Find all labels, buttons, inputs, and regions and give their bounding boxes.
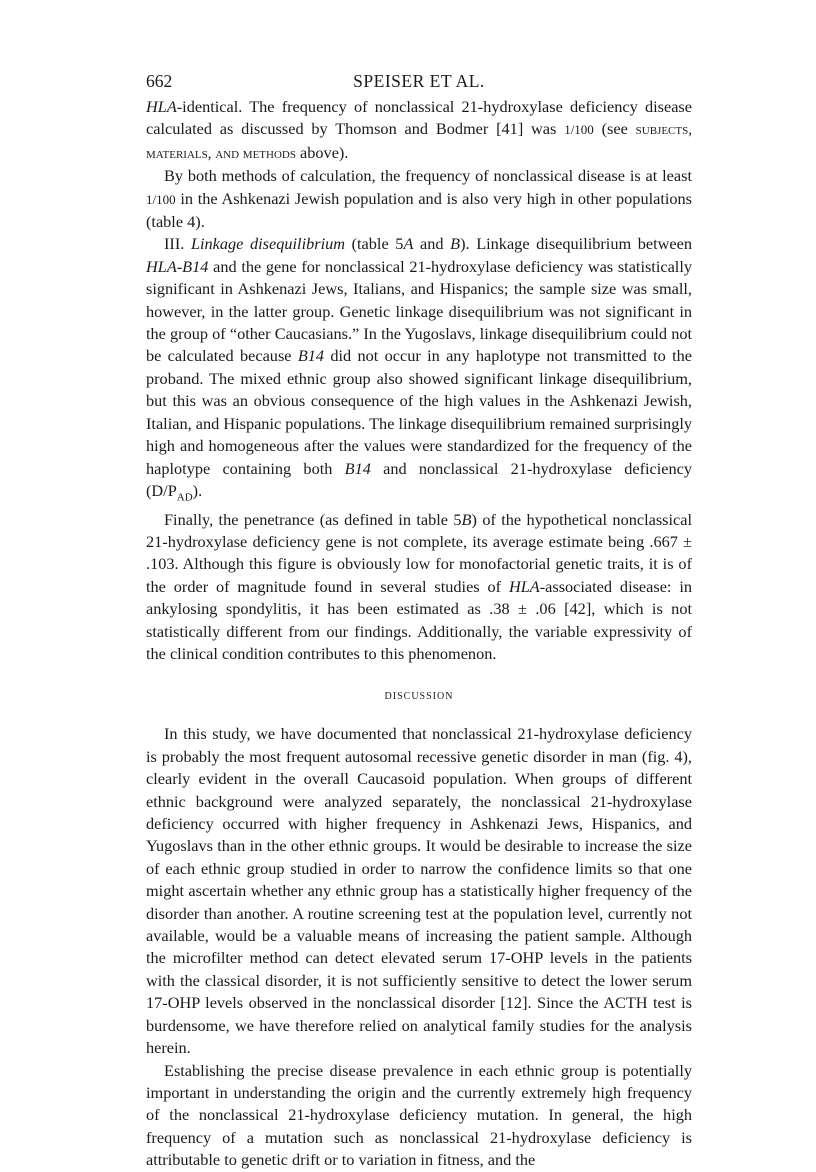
gene-term: HLA-B14 — [146, 256, 209, 276]
text-run: Finally, the penetrance (as defined in table 5 — [164, 509, 462, 529]
paragraph-discussion-2: Establishing the precise disease prevalence in each ethnic group is potentially important in understanding the origin and the currently extremely high frequency of the nonclassical 21-hydroxylase deficiency mutation. In general, the high frequency of a mutation such as nonclassical 21-hydroxylase deficiency is attributable to genetic drift or to variation in fitness, and the — [146, 1060, 692, 1170]
text-run: ). Linkage disequilibrium between — [460, 234, 692, 254]
section-heading-discussion: discussion — [384, 688, 454, 704]
text-run: -associated disease: in ankylosing spondylitis, it has been estimated as .38 ± .06 [42], which is not statistically different from our findings. Additionally, the variable expressivity of the clinical condition contributes to this phenomenon. — [146, 576, 693, 663]
paragraph-methods-summary — [146, 165, 692, 233]
text-run: (table 5 — [345, 234, 404, 254]
text-run: -identical. The frequency of nonclassical 21-hydroxylase deficiency disease calculated as discussed by Thomson and Bodmer [41] was — [146, 97, 692, 139]
text-run: By both methods of calculation, the frequency of nonclassical disease is at least — [164, 166, 692, 186]
paragraph-discussion-1: In this study, we have documented that nonclassical 21-hydroxylase deficiency is probably the most frequent autosomal recessive genetic disorder in man (fig. 4), clearly evident in the overall Caucasoid population. When groups of different ethnic background were analyzed separately, the nonclassical 21-hydroxylase deficiency occurred with higher frequency in Ashkenazi Jews, Hispanics, and Yugoslavs than in the other ethnic groups. It would be desirable to increase the size of each ethnic group studied in order to narrow the confidence limits so that one might ascertain whether any ethnic group has a statistically higher frequency of the disorder than another. A routine screening test at the population level, currently not available, would be a valuable means of increasing the patient sample. Although the microfilter method can detect elevated serum 17-OHP levels in the patients with the classical disorder, it is not sufficiently sensitive to detect the lower serum 17-OHP levels observed in the nonclassical disorder [12]. Since the ACTH test is burdensome, we have therefore relied on analytical family studies for the analysis herein. — [146, 724, 692, 1058]
text-run: and the gene for nonclassical 21-hydroxylase deficiency was statistically significant in Ashkenazi Jews, Italians, and Hispanics; the sample size was small, however, in the latter group. Genetic linkage disequilibrium was not significant in the group of “other Caucasians.” In the Yugoslavs, linkage disequilibrium could not be calculated because — [146, 256, 692, 366]
gene-term: HLA — [146, 97, 177, 116]
table-part: B — [450, 234, 461, 254]
text-run: above). — [295, 142, 349, 162]
gene-term: B14 — [344, 458, 371, 478]
text-run: ). — [192, 480, 203, 500]
paragraph-hla-identical — [146, 96, 692, 165]
paragraph-penetrance — [146, 509, 692, 666]
text-run: in the Ashkenazi Jewish population and is also very high in other populations (table 4). — [146, 188, 692, 232]
fraction: 1/100 — [564, 122, 594, 138]
table-part: B — [461, 509, 472, 529]
gene-term: B14 — [297, 346, 325, 366]
running-title: SPEISER ET AL. — [353, 71, 485, 91]
running-head — [146, 66, 692, 96]
text-run: and nonclassical 21-hydroxylase deficiency (D/P — [146, 458, 693, 500]
section-reference: subjects, materials, and methods — [146, 122, 692, 162]
text-run: ) of the hypothetical nonclassical 21-hydroxylase deficiency gene is not complete, its average estimate being .667 ± .103. Although this figure is obviously low for monofactorial genetic traits, it is of the order of magnitude found in several studies of — [146, 509, 692, 596]
table-part: A — [403, 234, 414, 254]
fraction: 1/100 — [146, 191, 176, 207]
text-run: and — [413, 234, 451, 254]
page-number: 662 — [146, 71, 173, 91]
subscript: AD — [176, 491, 193, 504]
text-run: (see — [593, 119, 636, 139]
page — [146, 66, 692, 1172]
subsection-title: Linkage disequilibrium — [190, 234, 345, 254]
text-run: III. — [164, 234, 191, 254]
paragraph-linkage-disequilibrium — [146, 233, 692, 508]
gene-term: HLA — [508, 576, 540, 596]
text-run: did not occur in any haplotype not transmitted to the proband. The mixed ethnic group also showed significant linkage disequilibrium, but this was an obvious consequence of the high values in the Ashkenazi Jewish, Italian, and Hispanic populations. The linkage disequilibrium remained surprisingly high and homogeneous after the values were standardized for the frequency of the haplotype containing both — [146, 346, 692, 478]
